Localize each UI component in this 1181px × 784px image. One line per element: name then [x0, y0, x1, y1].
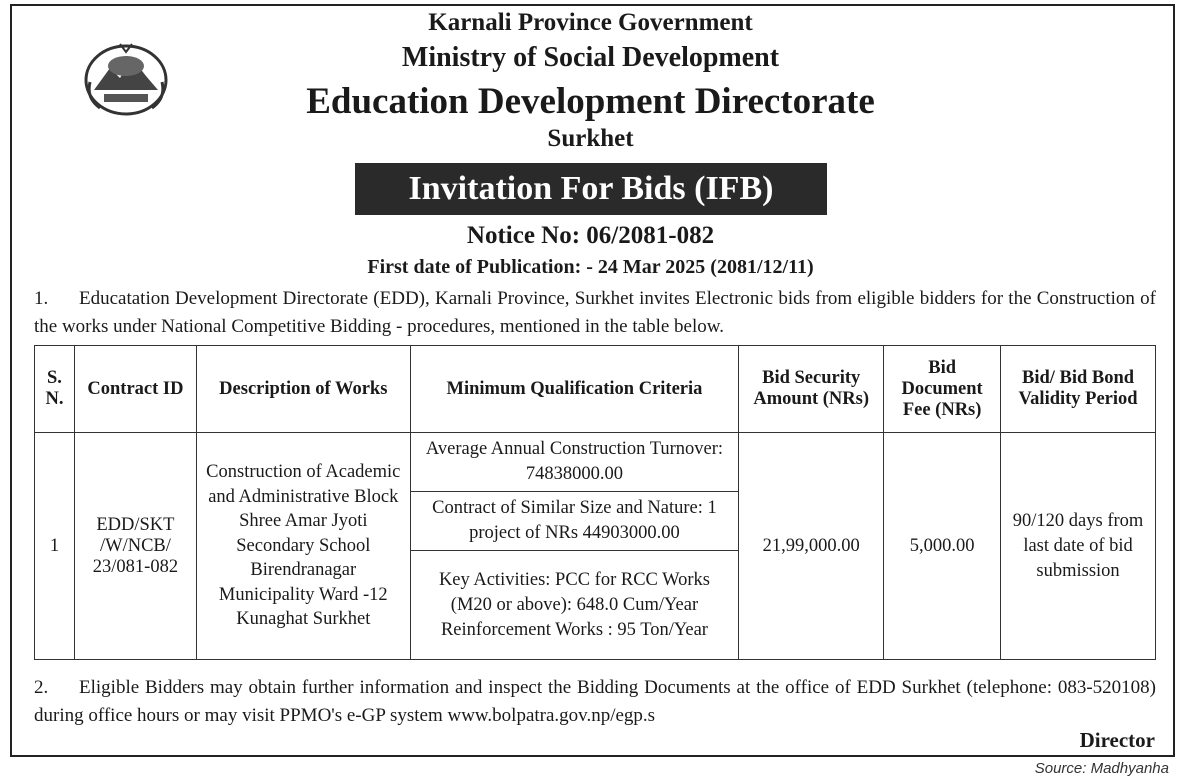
signatory: Director — [1079, 728, 1155, 752]
government-name: Karnali Province Government — [428, 9, 753, 36]
paragraph-text: Eligible Bidders may obtain further information and inspect the Bidding Documents at the office of EDD Surkhet (telephone: 083-520108) during office hours or may visit PPMO's e-GP system www.bolpatra.gov.np/egp.s — [34, 677, 1156, 726]
cell-contract-id: EDD/SKT /W/NCB/ 23/081-082 — [74, 433, 196, 660]
table-row — [35, 433, 1156, 492]
source-credit: Source: Madhyanha — [1034, 760, 1169, 777]
header-validity: Bid/ Bid Bond Validity Period — [1001, 346, 1156, 433]
notice-number: Notice No: 06/2081-082 — [466, 222, 715, 249]
page-title: Invitation For Bids (IFB) — [355, 163, 827, 215]
cell-validity: 90/120 days from last date of bid submission — [1001, 433, 1156, 660]
header-sn: S. N. — [35, 346, 75, 433]
header-contract-id: Contract ID — [74, 346, 196, 433]
table-header-row — [35, 346, 1156, 433]
paragraph-1 — [34, 285, 1156, 341]
cell-doc-fee: 5,000.00 — [884, 433, 1001, 660]
paragraph-2 — [34, 674, 1156, 730]
header-bid-security: Bid Security Amount (NRs) — [739, 346, 884, 433]
cell-sn: 1 — [35, 433, 75, 660]
bid-table — [34, 345, 1156, 660]
cell-criteria-turnover: Average Annual Construction Turnover: 74838000.00 — [410, 433, 739, 492]
header-description: Description of Works — [196, 346, 410, 433]
publication-date: First date of Publication: - 24 Mar 2025 (2081/12/11) — [367, 256, 814, 278]
header-criteria: Minimum Qualification Criteria — [410, 346, 739, 433]
location-name: Surkhet — [547, 125, 634, 152]
ministry-name: Ministry of Social Development — [401, 42, 780, 73]
cell-criteria-activities: Key Activities: PCC for RCC Works (M20 or above): 648.0 Cum/Year Reinforcement Works : 95 Ton/Year — [410, 551, 739, 660]
paragraph-number: 2. — [34, 677, 49, 698]
paragraph-text: Educatation Development Directorate (EDD), Karnali Province, Surkhet invites Electronic bids from eligible bidders for the Construction of the works under National Competitive Bidding - procedures, mentioned in the table below. — [34, 288, 1156, 337]
header-doc-fee: Bid Document Fee (NRs) — [884, 346, 1001, 433]
cell-bid-security: 21,99,000.00 — [739, 433, 884, 660]
paragraph-number: 1. — [34, 288, 49, 309]
cell-description: Construction of Academic and Administrative Block Shree Amar Jyoti Secondary School Birendranagar Municipality Ward -12 Kunaghat Surkhet — [196, 433, 410, 660]
directorate-name: Education Development Directorate — [306, 81, 875, 122]
cell-criteria-similar: Contract of Similar Size and Nature: 1 project of NRs 44903000.00 — [410, 492, 739, 551]
